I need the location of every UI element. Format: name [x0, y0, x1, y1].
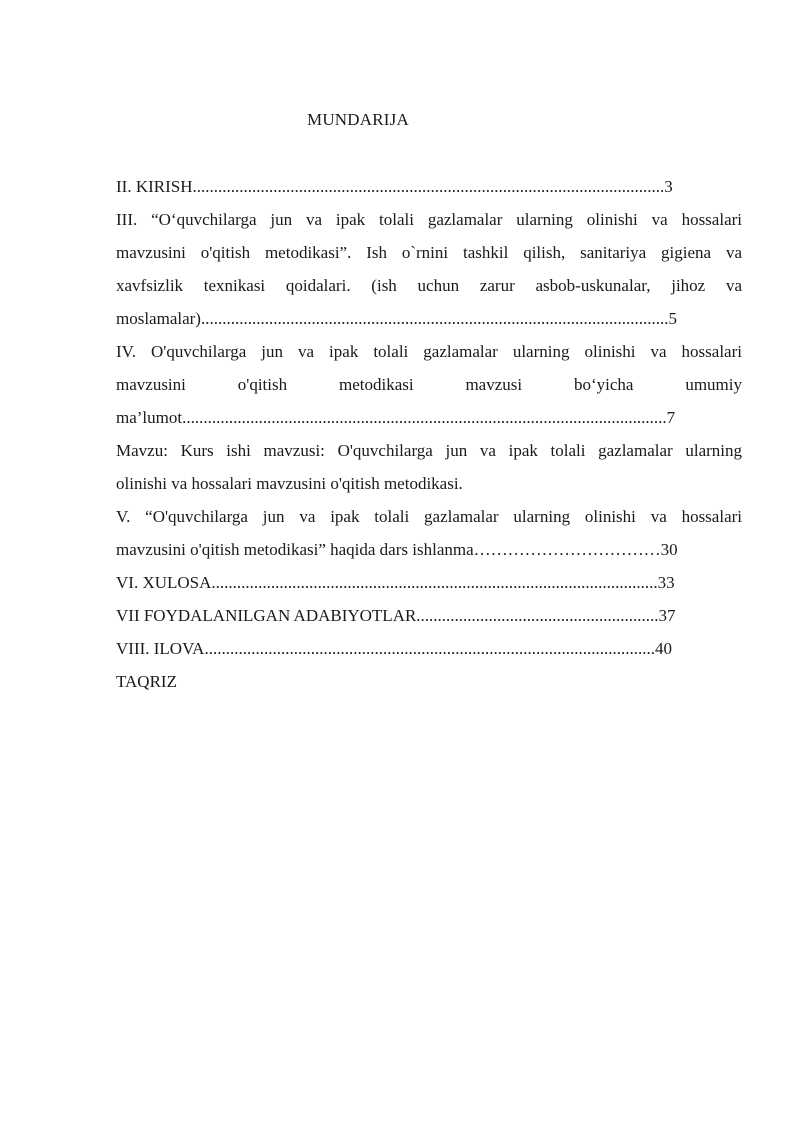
toc-entry-iii-line-2: mavzusini o'qitish metodikasi”. Ish o`rnini tashkil qilish, sanitariya gigiena va [116, 243, 742, 262]
toc-entry-xulosa: VI. XULOSA.........................................................................................................33 [116, 573, 675, 592]
page-title: MUNDARIJA [307, 110, 409, 129]
toc-entry-iii-line-1: III. “O‘quvchilarga jun va ipak tolali gazlamalar ularning olinishi va hossalari [116, 210, 742, 229]
toc-entry-iii-line-4: moslamalar)..............................................................................................................5 [116, 309, 677, 328]
toc-mavzu-line-1: Mavzu: Kurs ishi mavzusi: O'quvchilarga jun va ipak tolali gazlamalar ularning [116, 441, 742, 460]
toc-entry-v-line-1: V. “O'quvchilarga jun va ipak tolali gazlamalar ularning olinishi va hossalari [116, 507, 742, 526]
toc-entry-iv-line-1: IV. O'quvchilarga jun va ipak tolali gazlamalar ularning olinishi va hossalari [116, 342, 742, 361]
toc-entry-ilova: VIII. ILOVA..........................................................................................................40 [116, 639, 672, 658]
toc-entry-adabiyotlar: VII FOYDALANILGAN ADABIYOTLAR.........................................................37 [116, 606, 676, 625]
toc-entry-v-line-2: mavzusini o'qitish metodikasi” haqida dars ishlanma……………………………30 [116, 540, 678, 559]
toc-entry-iv-line-2: mavzusini o'qitish metodikasi mavzusi bo‘yicha umumiy [116, 375, 742, 394]
toc-entry-taqriz: TAQRIZ [116, 672, 177, 691]
table-of-contents [116, 170, 742, 698]
toc-entry-iv-line-3: ma’lumot..................................................................................................................7 [116, 408, 676, 427]
toc-mavzu-line-2: olinishi va hossalari mavzusini o'qitish metodikasi. [116, 474, 463, 493]
toc-entry-kirish: II. KIRISH...............................................................................................................3 [116, 177, 673, 196]
toc-entry-iii-line-3: xavfsizlik texnikasi qoidalari. (ish uchun zarur asbob-uskunalar, jihoz va [116, 276, 742, 295]
